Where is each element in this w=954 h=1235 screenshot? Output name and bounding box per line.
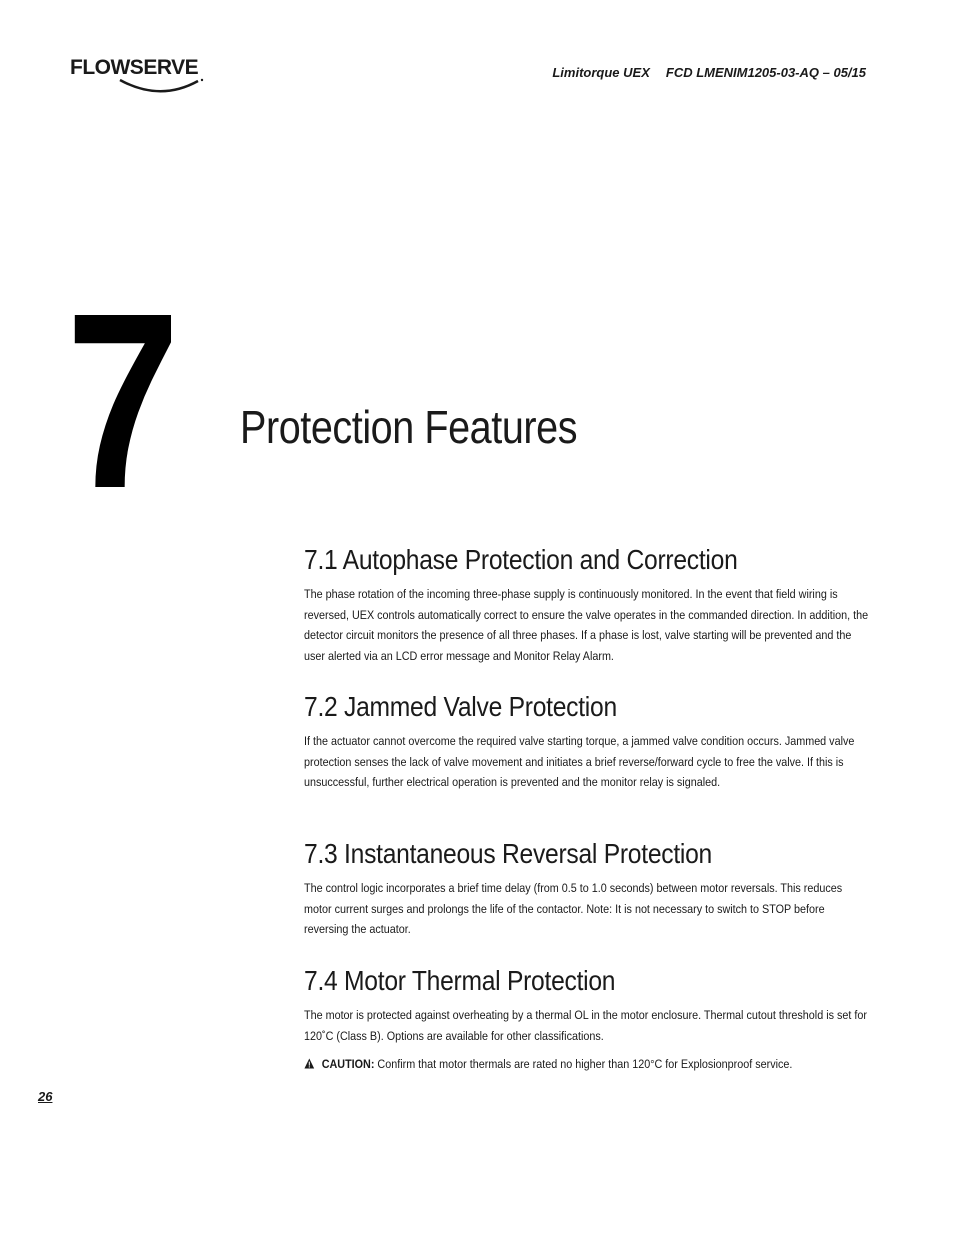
- section-heading: 7.4 Motor Thermal Protection: [304, 965, 616, 996]
- section-heading: 7.1 Autophase Protection and Correction: [304, 544, 738, 575]
- product-name: Limitorque UEX: [552, 65, 650, 80]
- section-body: The motor is protected against overheating by a thermal OL in the motor enclosure. Thermal cutout threshold is set for 120˚C (Class B). Options are available for other classifications.: [304, 1008, 867, 1043]
- logo-wordmark: FLOWSERVE: [70, 56, 199, 79]
- section-heading: 7.2 Jammed Valve Protection: [304, 691, 617, 722]
- chapter-number: 7: [66, 261, 176, 540]
- section-body: The phase rotation of the incoming three-phase supply is continuously monitored. In the event that field wiring is reversed, UEX controls automatically correct to ensure the valve operates in the commanded direction. In addition, the detector circuit monitors the presence of all three phases. If a phase is lost, valve starting will be prevented and the user alerted via an LCD error message and Monitor Relay Alarm.: [304, 587, 869, 663]
- section-jammed-valve-protection: [304, 689, 944, 793]
- section-motor-thermal-protection: [304, 963, 944, 1046]
- section-instantaneous-reversal-protection: [304, 836, 944, 940]
- caution-note: [304, 1054, 792, 1074]
- warning-triangle-icon: [304, 1058, 315, 1069]
- flowserve-logo: [70, 50, 210, 98]
- section-body: If the actuator cannot overcome the required valve starting torque, a jammed valve condition occurs. Jammed valve protection senses the lack of valve movement and initiates a brief reverse/forward cycle to free the valve. If this is unsuccessful, further electrical operation is prevented and the monitor relay is signaled.: [304, 734, 855, 789]
- page-number: 26: [38, 1089, 53, 1104]
- caution-text: Confirm that motor thermals are rated no higher than 120°C for Explosionproof service.: [374, 1057, 793, 1071]
- section-autophase-protection: [304, 542, 944, 666]
- caution-label: CAUTION:: [321, 1057, 375, 1071]
- chapter-title: Protection Features: [240, 401, 578, 453]
- document-header: [552, 65, 866, 80]
- section-body: The control logic incorporates a brief time delay (from 0.5 to 1.0 seconds) between motor reversals. This reduces motor current surges and prolongs the life of the contactor. Note: It is not necessary to switch to STOP before reversing the actuator.: [304, 881, 843, 936]
- section-heading: 7.3 Instantaneous Reversal Protection: [304, 838, 713, 869]
- document-code: FCD LMENIM1205-03-AQ – 05/15: [665, 65, 866, 80]
